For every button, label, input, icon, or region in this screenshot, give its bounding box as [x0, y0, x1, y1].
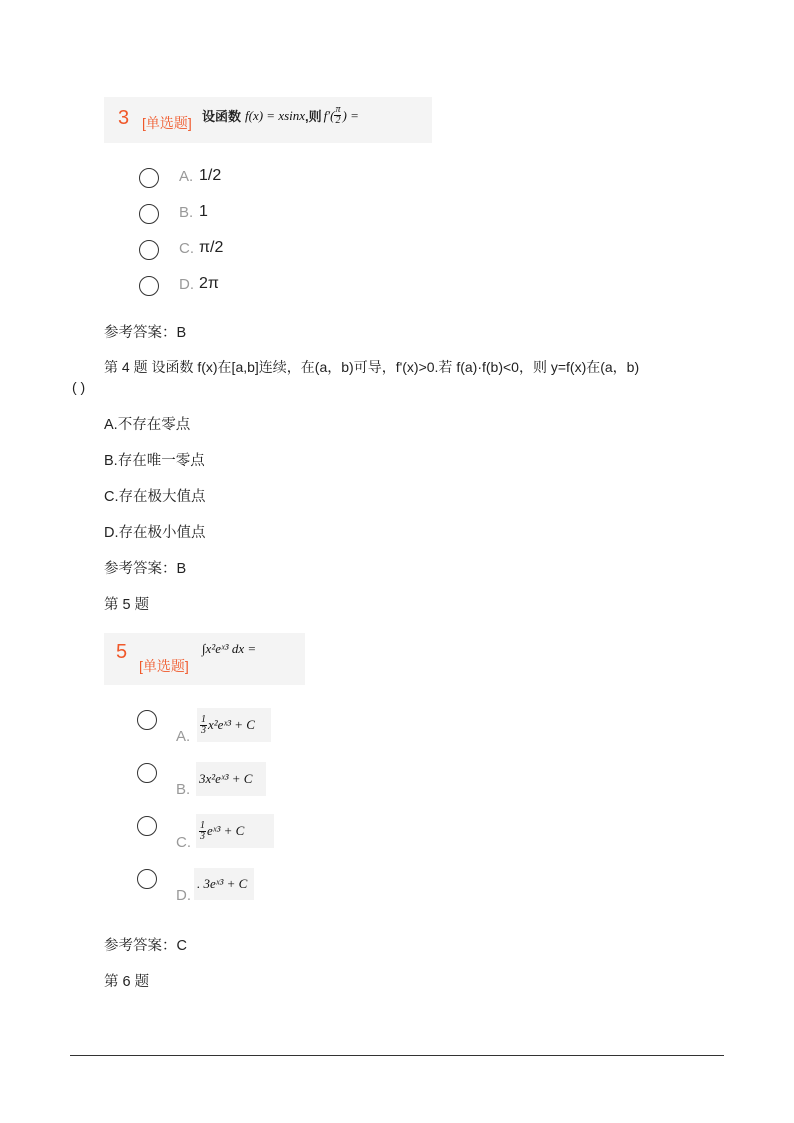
q5-option-c-math: [196, 814, 274, 848]
q5-option-b-math: [196, 762, 266, 796]
q5-stem: ∫x²eˣ³ dx =: [202, 641, 257, 656]
q3-option-d-value: 2π: [199, 275, 219, 292]
q5-option-d-math: [194, 868, 254, 900]
q5-option-a-expr: x²eˣ³ + C: [208, 717, 255, 732]
q5-option-a-letter: A.: [176, 728, 191, 745]
q3-type-tag: [单选题]: [142, 115, 192, 131]
q4-stem-line2: ( ): [72, 379, 86, 395]
q5-option-c-expr: eˣ³ + C: [207, 823, 245, 838]
q3-frac-den: 2: [335, 115, 341, 126]
footer-divider: [70, 1055, 724, 1056]
q5-type-tag: [单选题]: [139, 658, 189, 674]
q3-option-b-value: 1: [199, 203, 208, 220]
q3-stem-prefix: 设函数: [202, 109, 242, 124]
q5-option-b-letter: B.: [176, 781, 191, 798]
q5-option-d-radio[interactable]: [137, 869, 157, 889]
q5-option-c-letter: C.: [176, 834, 191, 851]
q5-option-b-radio[interactable]: [137, 763, 157, 783]
q3-stem-mid: ,则: [305, 109, 322, 124]
q3-option-c-radio[interactable]: [139, 240, 159, 260]
q5-option-c-frac-num: 1: [200, 819, 205, 831]
q3-option-a-radio[interactable]: [139, 168, 159, 188]
q3-option-c-value: π/2: [199, 239, 224, 256]
q4-option-b: B.存在唯一零点: [104, 453, 205, 469]
q3-option-a-value: 1/2: [199, 167, 222, 184]
q5-number: 5: [116, 641, 128, 663]
q4-option-c: C.存在极大值点: [104, 489, 206, 505]
q6-heading: 第 6 题: [104, 974, 150, 990]
q5-option-a-math: [197, 708, 271, 742]
q3-number: 3: [118, 107, 130, 129]
q5-option-a-frac-den: 3: [201, 724, 206, 736]
q4-option-a: A.不存在零点: [104, 417, 191, 433]
q5-option-d-letter: D.: [176, 887, 191, 904]
q3-stem-math: f(x) = xsinx: [245, 107, 306, 123]
q3-option-b-letter: B.: [179, 204, 194, 221]
q3-frac-num: π: [335, 104, 341, 115]
q5-option-b-expr: 3x²eˣ³ + C: [199, 771, 253, 786]
q5-option-c-frac-den: 3: [200, 830, 205, 842]
q4-answer: 参考答案：B: [104, 561, 187, 577]
q4-option-d: D.存在极小值点: [104, 525, 206, 541]
q5-banner: [104, 633, 305, 685]
q3-pi-over-2: [334, 105, 341, 126]
q5-option-a-frac-num: 1: [201, 713, 206, 725]
q5-option-c-radio[interactable]: [137, 816, 157, 836]
q5-option-d-expr: . 3eˣ³ + C: [197, 876, 248, 891]
q4-stem-line1: 第 4 题 设函数 f(x)在[a,b]连续，在(a，b)可导，f'(x)>0.若 f(a)·f(b)<0，则 y=f(x)在(a，b): [104, 359, 640, 375]
q3-option-c-letter: C.: [179, 240, 194, 257]
q3-stem: [202, 105, 359, 126]
q3-banner: [104, 97, 432, 143]
q5-option-a-radio[interactable]: [137, 710, 157, 730]
q5-option-c-fraction: [199, 821, 206, 842]
q3-answer: 参考答案：B: [104, 325, 187, 341]
q3-option-d-radio[interactable]: [139, 276, 159, 296]
q3-option-d-letter: D.: [179, 276, 194, 293]
q5-answer: 参考答案：C: [104, 938, 187, 954]
q5-heading: 第 5 题: [104, 597, 150, 613]
q5-option-a-fraction: [200, 715, 207, 736]
q3-option-a-letter: A.: [179, 168, 194, 185]
q3-stem-end: ) =: [342, 107, 359, 123]
q3-stem-fprime: f′(: [323, 107, 335, 123]
q3-option-b-radio[interactable]: [139, 204, 159, 224]
